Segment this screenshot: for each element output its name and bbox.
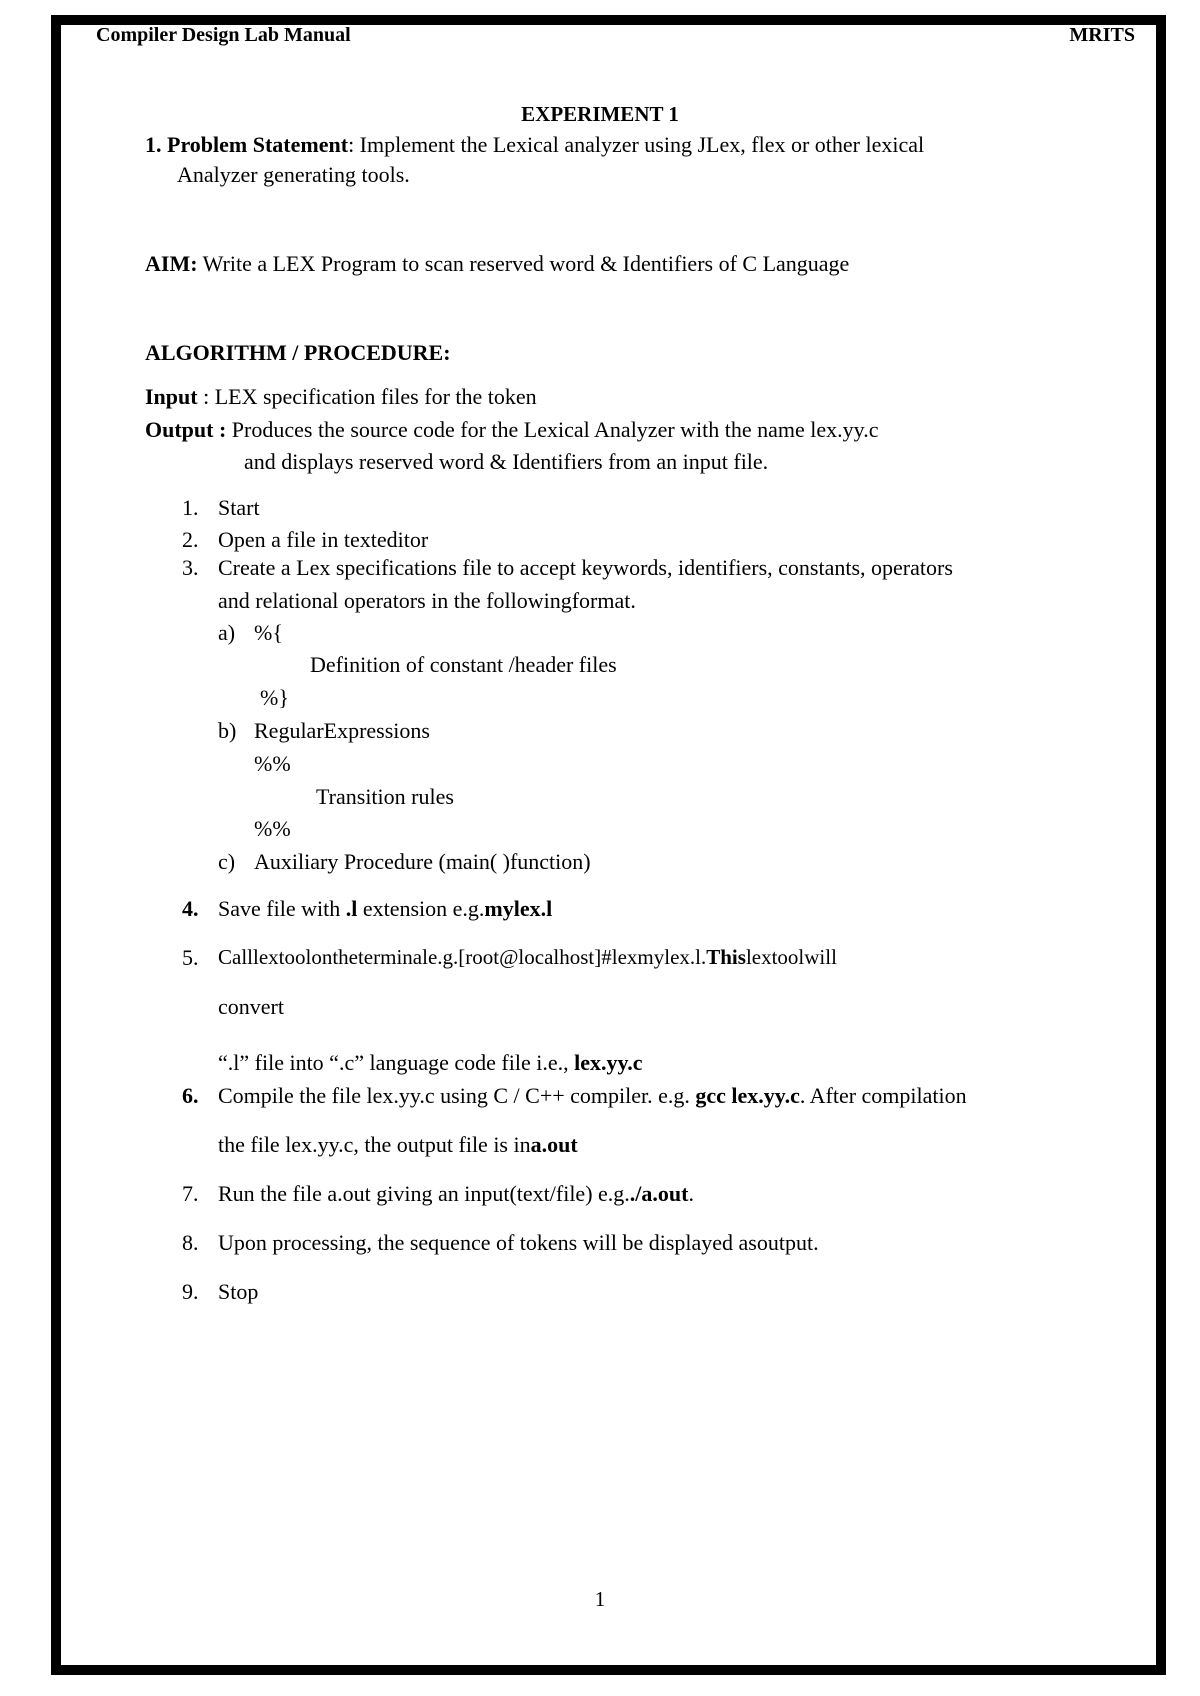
step-4-text [218,898,552,920]
step-5-line1-pre: Calllextoolontheterminale.g.[root@localhost]#lexmylex.l. [218,945,707,969]
step-7-pre: Run the file a.out giving an input(text/file) e.g. [218,1181,630,1206]
output-line1 [145,419,879,441]
step-6-line2-bold: a.out [530,1132,578,1157]
step-5-line1-bold: This [706,945,746,969]
step-8-text: Upon processing, the sequence of tokens will be displayed asoutput. [218,1230,819,1255]
step-3a-body: Definition of constant /header files [310,652,617,677]
step-3a-label: a) [218,620,236,645]
problem-text: : Implement the Lexical analyzer using JLex, flex or other lexical [348,132,925,157]
step-4-bold-file: mylex.l [484,896,553,921]
input-text: : LEX specification files for the token [197,384,537,409]
output-text: Produces the source code for the Lexical Analyzer with the name lex.yy.c [226,417,879,442]
step-5-line2: convert [218,994,284,1019]
step-7-number: 7. [182,1181,199,1206]
aim-line [145,253,849,275]
step-3-line2: and relational operators in the followingformat. [218,588,636,613]
step-9-number: 9. [182,1279,199,1304]
output-label: Output : [145,417,227,442]
step-3a-close: %} [260,685,289,710]
step-3c-text: Auxiliary Procedure (main( )function) [254,849,591,874]
step-6-line1-bold: gcc lex.yy.c [695,1083,800,1108]
step-3b-open: %% [254,751,291,776]
step-3b-body: Transition rules [316,784,454,809]
step-5-line3-pre: “.l” file into “.c” language code file i.e., [218,1050,575,1075]
step-6-line1-post: . After compilation [799,1083,967,1108]
problem-statement-line1 [145,134,924,156]
step-5-line1 [218,947,837,968]
step-4-number: 4. [182,896,199,921]
problem-number: 1. [145,132,162,157]
step-5-line3-bold: lex.yy.c [574,1050,643,1075]
step-7-bold: ./a.out [629,1181,689,1206]
step-1-number: 1. [182,495,199,520]
aim-label: AIM: [145,251,198,276]
step-4-bold-ext: .l [345,896,358,921]
step-4-mid: extension e.g. [357,896,485,921]
experiment-title: EXPERIMENT 1 [521,102,679,126]
header-title: Compiler Design Lab Manual [96,24,351,46]
step-3c-label: c) [218,849,236,874]
step-3b-close: %% [254,816,291,841]
step-5-line3 [218,1052,643,1074]
step-3-number: 3. [182,555,199,580]
step-7-post: . [688,1181,694,1206]
output-line2: and displays reserved word & Identifiers from an input file. [244,449,769,474]
step-2-text: Open a file in texteditor [218,527,429,552]
step-2-number: 2. [182,527,199,552]
step-8-number: 8. [182,1230,199,1255]
step-6-line1 [218,1085,967,1107]
step-6-line2 [218,1134,578,1156]
header-institution: MRITS [1069,24,1135,46]
step-3b-text: RegularExpressions [254,718,430,743]
step-3-line1: Create a Lex specifications file to accept keywords, identifiers, constants, operators [218,555,953,580]
step-9-text: Stop [218,1279,259,1304]
algorithm-heading: ALGORITHM / PROCEDURE: [145,340,451,365]
step-6-number: 6. [182,1083,199,1108]
step-6-line2-pre: the file lex.yy.c, the output file is in [218,1132,531,1157]
problem-label: Problem Statement [167,132,349,157]
step-3b-label: b) [218,718,237,743]
input-line [145,386,537,408]
page-number: 1 [594,1587,606,1611]
step-3a-open: %{ [254,620,283,645]
step-7-text [218,1183,694,1205]
step-1-text: Start [218,495,260,520]
step-5-number: 5. [182,945,199,970]
problem-statement-line2: Analyzer generating tools. [177,162,410,187]
input-label: Input [145,384,198,409]
step-5-line1-post: lextoolwill [745,945,837,969]
step-6-line1-pre: Compile the file lex.yy.c using C / C++ compiler. e.g. [218,1083,696,1108]
step-4-pre: Save file with [218,896,346,921]
aim-text: Write a LEX Program to scan reserved word & Identifiers of C Language [197,251,850,276]
